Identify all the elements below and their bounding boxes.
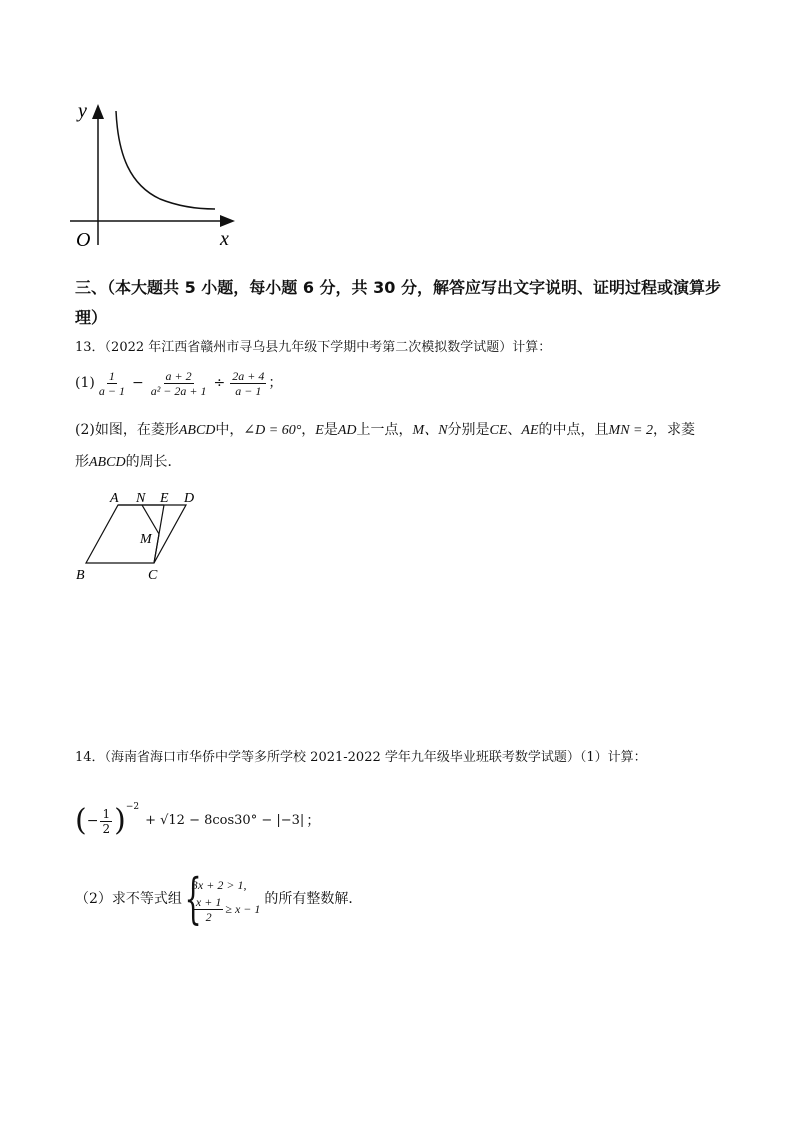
div-sign: ÷ bbox=[213, 375, 226, 391]
q13-p2-t6: 分别是 bbox=[447, 422, 490, 438]
label-e: E bbox=[160, 491, 169, 506]
q13-part1 bbox=[75, 365, 282, 401]
section-heading-line1: 三、（本大题共 5 小题，每小题 6 分，共 30 分，解答应写出文字说明、证明过程或演算步 bbox=[75, 278, 721, 297]
q14-part2 bbox=[75, 868, 362, 930]
expression-rest: + √12 − 8cos30° − |−3| bbox=[145, 813, 305, 828]
fraction-2-num: a + 2 bbox=[165, 368, 192, 383]
exponent: −2 bbox=[125, 802, 140, 812]
q13-part2-line1 bbox=[75, 420, 695, 441]
q13-p2-angle: ∠D = 60° bbox=[243, 423, 302, 438]
origin-label: O bbox=[76, 229, 91, 251]
rhombus-figure bbox=[70, 485, 210, 585]
q13-part1-label: (1) bbox=[75, 375, 95, 391]
fraction-1-den: a − 1 bbox=[98, 383, 125, 398]
inequality-1: 3x + 2 > 1, bbox=[191, 877, 247, 892]
part1-end: ； bbox=[268, 375, 283, 391]
half-den: 2 bbox=[102, 821, 111, 836]
q13-p2-t8: ，求菱 bbox=[652, 422, 695, 438]
minus-sign: − bbox=[131, 375, 144, 391]
fraction-3-den: a − 1 bbox=[235, 383, 262, 398]
q13-p2-t7: 的中点，且 bbox=[538, 422, 609, 438]
inequality-system bbox=[182, 867, 261, 930]
q14-part1-expression bbox=[75, 800, 320, 842]
q13-p2-l2a: 形 bbox=[75, 454, 89, 470]
x-axis-label: x bbox=[220, 228, 229, 250]
q13-source: （2022 年江西省赣州市寻乌县九年级下学期中考第二次模拟数学试题）计算： bbox=[104, 340, 552, 355]
paren-open: ( bbox=[75, 803, 87, 838]
q13-p2-mn: M、N bbox=[412, 423, 448, 438]
q14-part2-label: （2）求不等式组 bbox=[75, 891, 182, 907]
curve bbox=[116, 111, 215, 209]
label-b: B bbox=[76, 568, 85, 583]
q14-number: 14． bbox=[75, 750, 105, 765]
neg-sign: − bbox=[86, 813, 99, 829]
q14-part2-end: 的所有整数解． bbox=[264, 891, 363, 907]
q13-p2-ae: AE bbox=[521, 423, 539, 438]
inequality-2 bbox=[192, 895, 260, 924]
label-n: N bbox=[136, 491, 146, 506]
q13-p2-ad: AD bbox=[337, 423, 357, 438]
fraction-3-num: 2a + 4 bbox=[232, 368, 265, 383]
fraction-1 bbox=[97, 369, 127, 398]
ineq2-rest: ≥ x − 1 bbox=[225, 902, 261, 916]
q14-header bbox=[75, 748, 647, 768]
fraction-1-num: 1 bbox=[108, 368, 115, 383]
q13-p2-t5: 上一点， bbox=[356, 422, 413, 438]
section-heading bbox=[75, 277, 721, 329]
inequality-lines bbox=[192, 875, 260, 924]
q13-p2-abcd: ABCD bbox=[178, 423, 216, 438]
q13-p2-t4: 是 bbox=[323, 422, 338, 438]
brace-icon: { bbox=[184, 867, 202, 930]
q13-p2-t1: (2)如图，在菱形 bbox=[75, 422, 179, 438]
q13-header bbox=[75, 338, 551, 358]
q13-p2-mneq: MN = 2 bbox=[608, 423, 653, 438]
q13-p2-l2c: 的周长． bbox=[125, 454, 182, 470]
ineq2-den: 2 bbox=[205, 909, 212, 924]
segment-nm bbox=[142, 505, 159, 534]
label-d: D bbox=[184, 491, 195, 506]
inverse-function-graph bbox=[60, 95, 250, 255]
q13-p2-ce: CE bbox=[489, 423, 508, 438]
fraction-3 bbox=[230, 369, 266, 398]
ineq2-num: x + 1 bbox=[195, 894, 222, 909]
q13-p2-l2b: ABCD bbox=[89, 455, 126, 470]
q14-source: （海南省海口市华侨中学等多所学校 2021-2022 学年九年级毕业班联考数学试题）（1）计算： bbox=[104, 750, 647, 765]
label-m: M bbox=[140, 532, 152, 547]
q14-p1-end: ； bbox=[306, 813, 321, 829]
q13-number: 13． bbox=[75, 340, 105, 355]
paren-close: ) bbox=[114, 803, 126, 838]
q13-p2-e: E bbox=[315, 423, 324, 438]
section-heading-line2: 理） bbox=[75, 308, 108, 327]
fraction-2-den: a² − 2a + 1 bbox=[150, 383, 207, 398]
q13-p2-sep: 、 bbox=[507, 422, 522, 438]
y-axis-label: y bbox=[78, 100, 87, 122]
q13-p2-t3: ， bbox=[301, 422, 316, 438]
q13-part2-line2 bbox=[75, 452, 182, 473]
label-a: A bbox=[110, 491, 119, 506]
half-num: 1 bbox=[102, 806, 111, 821]
fraction-2 bbox=[149, 369, 209, 398]
q13-p2-t2: 中， bbox=[215, 422, 244, 438]
label-c: C bbox=[148, 568, 158, 583]
rhombus-outline bbox=[86, 505, 186, 563]
half-fraction bbox=[100, 807, 112, 836]
